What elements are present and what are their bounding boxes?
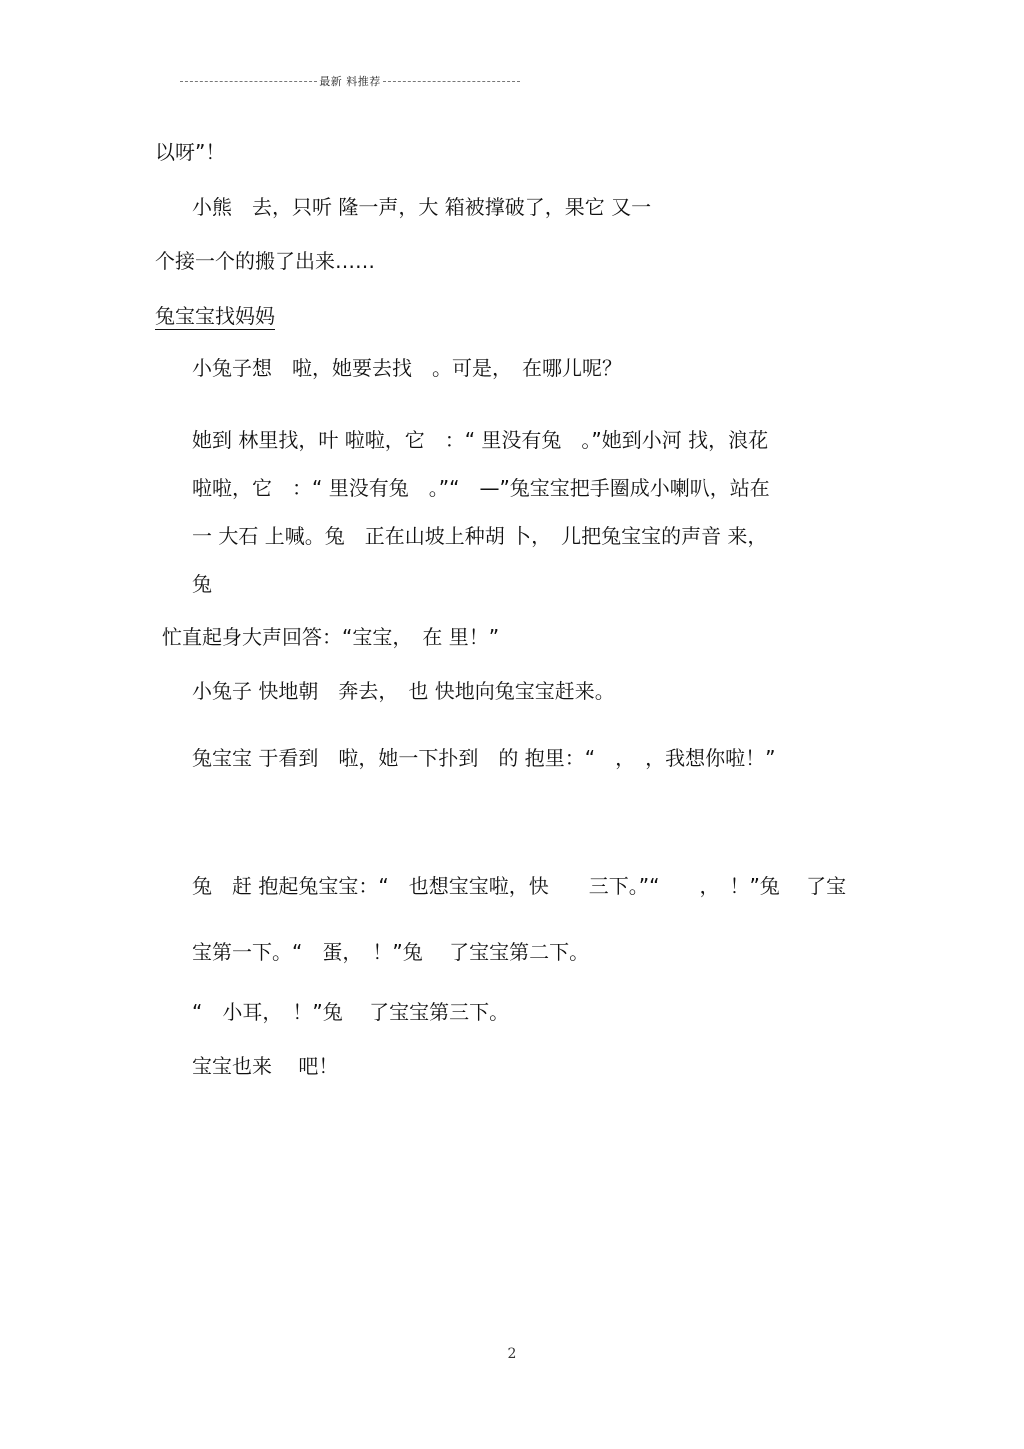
text-line: 啦啦，它 ：“ 里没有兔 。”“ —”兔宝宝把手圈成小喇叭，站在 (192, 476, 770, 500)
text-line: “ 小耳， ！”兔 了宝宝第三下。 (192, 1000, 510, 1024)
text-line: 兔 (192, 572, 212, 596)
text-line: 兔 赶 抱起兔宝宝：“ 也想宝宝啦，快 三下。”“ ， ！”兔 了宝 (192, 874, 847, 898)
page-number: 2 (507, 1346, 517, 1362)
text-line: 一 大石 上喊。兔 正在山坡上种胡 卜， 儿把兔宝宝的声音 来， (192, 524, 768, 548)
text-line: 忙直起身大声回答：“宝宝， 在 里！” (162, 625, 500, 649)
header-dash-left (180, 81, 317, 82)
section-title: 兔宝宝找妈妈 (155, 304, 275, 328)
text-line: 兔宝宝 于看到 啦，她一下扑到 的 抱里：“ ， ，我想你啦！” (192, 746, 776, 770)
text-line: 小兔子 快地朝 奔去， 也 快地向兔宝宝赶来。 (192, 679, 615, 703)
text-line: 个接一个的搬了出来…… (155, 249, 375, 273)
page-header (180, 72, 520, 90)
text-line: 宝宝也来 吧！ (192, 1054, 339, 1078)
text-line: 宝第一下。“ 蛋， ！”兔 了宝宝第二下。 (192, 940, 590, 964)
text-line: 她到 林里找，叶 啦啦，它 ：“ 里没有兔 。”她到小河 找，浪花 (192, 428, 769, 452)
text-line: 以呀”！ (155, 140, 226, 164)
header-label: 最新 料推荐 (319, 75, 381, 88)
header-dash-right (383, 81, 520, 82)
text-line: 小熊 去，只听 隆一声，大 箱被撑破了，果它 又一 (192, 195, 652, 219)
text-line: 小兔子想 啦，她要去找 。可是， 在哪儿呢？ (192, 356, 622, 380)
